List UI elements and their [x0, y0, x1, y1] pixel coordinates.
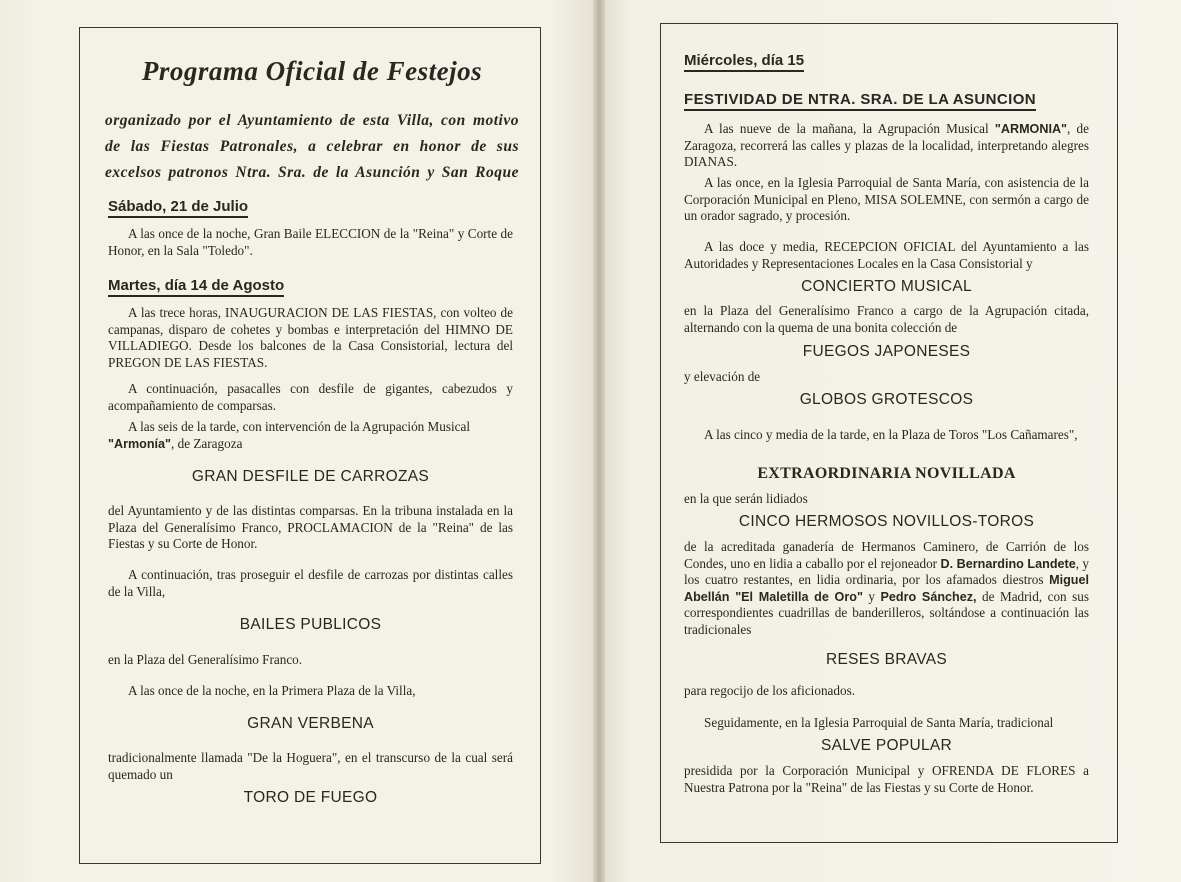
p3-text: A las seis de la tarde, con intervención de la Agrupación Musical	[128, 419, 471, 434]
tuesday-paragraph-5: A continuación, tras proseguir el desfile de carrozas por distintas calles de la Villa,	[108, 567, 513, 599]
heading-novillada: EXTRAORDINARIA NOVILLADA	[757, 465, 1016, 482]
wednesday-paragraph-3: A las doce y media, RECEPCION OFICIAL del Ayuntamiento a las Autoridades y Representaciones Locales en la Casa Consistorial y	[684, 239, 1089, 271]
tuesday-paragraph-6: en la Plaza del Generalísimo Franco.	[108, 652, 303, 667]
intro-line: excelsos patronos Ntra. Sra. de la Asunción y San Roque	[105, 164, 519, 181]
wednesday-paragraph-5: y elevación de	[684, 369, 761, 384]
heading-reses: RESES BRAVAS	[825, 651, 948, 668]
wednesday-paragraph-11: presidida por la Corporación Municipal y OFRENDA DE FLORES a Nuestra Patrona por la "Reina" de las Fiestas y su Corte de Honor.	[684, 763, 1089, 795]
wednesday-paragraph-6: A las cinco y media de la tarde, en la Plaza de Toros "Los Cañamares",	[704, 427, 1078, 442]
r1-tail: , de Zaragoza, recorrerá las calles y plazas de la localidad, interpretando alegres DIANAS.	[684, 121, 1090, 170]
intro-line: de las Fiestas Patronales, a celebrar en honor de sus	[105, 138, 519, 155]
heading-desfile: GRAN DESFILE DE CARROZAS	[191, 468, 430, 485]
heading-verbena: GRAN VERBENA	[247, 715, 374, 732]
r8-text-4: de Madrid, con sus correspondientes cuadrillas de banderilleros, soltándose a continuación las tradicionales	[684, 588, 1090, 637]
tuesday-paragraph-4: del Ayuntamiento y de las distintas comparsas. En la tribuna instalada en la Plaza del Generalísimo Franco, PROCLAMACION de la "Reina" de las Fiestas y su Corte de Honor.	[108, 503, 513, 552]
day-heading-tuesday: Martes, día 14 de Agosto	[108, 277, 284, 297]
p3-armonia: "Armonía"	[108, 436, 172, 451]
program-intro	[105, 108, 519, 186]
r8-text-2: , y los cuatro restantes, en lidia ordinaria, por los afamados diestros	[684, 555, 1090, 588]
day-heading-saturday: Sábado, 21 de Julio	[108, 198, 248, 218]
heading-salve: SALVE POPULAR	[820, 737, 953, 754]
intro-line: organizado por el Ayuntamiento de esta Villa, con motivo	[105, 112, 519, 129]
saturday-text: A las once de la noche, Gran Baile ELECCION de la "Reina" y Corte de Honor, en la Sala "Toledo".	[108, 226, 513, 258]
r8-text-1: de la acreditada ganadería de Hermanos Caminero, de Carrión de los Condes, uno en lidia a caballo por el rejoneador	[684, 539, 1089, 571]
wednesday-paragraph-4: en la Plaza del Generalísimo Franco a cargo de la Agrupación citada, alternando con la quema de una bonita colección de	[684, 303, 1089, 335]
r8-diestro-1: Miguel Abellán "El Maletilla de Oro"	[684, 573, 1089, 604]
tuesday-paragraph-7: A las once de la noche, en la Primera Plaza de la Villa,	[128, 683, 416, 698]
tuesday-paragraph-2: A continuación, pasacalles con desfile de gigantes, cabezudos y acompañamiento de comparsas.	[108, 381, 513, 413]
tuesday-paragraph-8: tradicionalmente llamada "De la Hoguera", en el transcurso de la cual será quemado un	[108, 750, 513, 782]
tuesday-paragraph-3	[108, 419, 513, 452]
wednesday-paragraph-9: para regocijo de los aficionados.	[684, 683, 856, 698]
heading-globos: GLOBOS GROTESCOS	[799, 391, 974, 408]
r8-rejoneador: D. Bernardino Landete	[940, 556, 1076, 571]
feast-heading: FESTIVIDAD DE NTRA. SRA. DE LA ASUNCION	[684, 91, 1036, 111]
wednesday-paragraph-10: Seguidamente, en la Iglesia Parroquial de Santa María, tradicional	[704, 715, 1054, 730]
day-heading-wednesday: Miércoles, día 15	[684, 52, 804, 72]
r8-text-3: y	[862, 588, 881, 604]
p3-tail: , de Zaragoza	[171, 435, 243, 451]
wednesday-paragraph-7: en la que serán lidiados	[684, 491, 808, 506]
heading-concierto: CONCIERTO MUSICAL	[801, 278, 972, 295]
r8-diestro-2: Pedro Sánchez,	[880, 589, 977, 604]
book-gutter	[593, 0, 605, 882]
r1-text: A las nueve de la mañana, la Agrupación Musical	[704, 121, 995, 136]
r1-armonia: "ARMONIA"	[994, 122, 1068, 136]
heading-toro: TORO DE FUEGO	[243, 789, 378, 806]
heading-bailes: BAILES PUBLICOS	[239, 616, 382, 633]
tuesday-paragraph-1: A las trece horas, INAUGURACION DE LAS FIESTAS, con volteo de campanas, disparo de cohetes y bombas e interpretación del HIMNO DE VILLADIEGO. Desde los balcones de la Casa Consistorial, lectura del PREGON DE LAS FIESTAS.	[108, 305, 513, 370]
wednesday-paragraph-8	[684, 539, 1089, 639]
heading-novillos: CINCO HERMOSOS NOVILLOS-TOROS	[738, 513, 1035, 530]
wednesday-paragraph-2: A las once, en la Iglesia Parroquial de Santa María, con asistencia de la Corporación Municipal en Pleno, MISA SOLEMNE, con sermón a cargo de un orador sagrado, y procesión.	[684, 175, 1089, 224]
program-title: Programa Oficial de Festejos	[141, 56, 483, 86]
wednesday-paragraph-1	[684, 121, 1089, 171]
heading-fuegos: FUEGOS JAPONESES	[802, 343, 971, 360]
